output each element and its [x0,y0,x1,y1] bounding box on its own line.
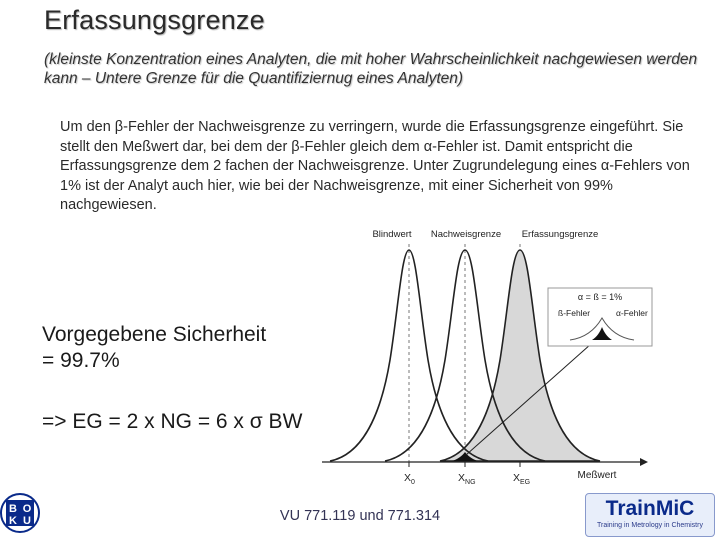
footer-course: VU 771.119 und 771.314 [279,508,441,524]
axis-label-xeg-base: X [513,472,521,484]
axis-label-x0-base: X [404,472,412,484]
slide-subtitle: (kleinste Konzentration eines Analyten, die mit hoher Wahrscheinlichkeit nachgewiesen werden kann – Untere Grenze für die Quantifiziernug eines Analyten) [44,51,698,87]
axis-label-xeg [513,472,530,486]
axis-label-xng-base: X [458,472,466,484]
callout-line-2: = 99.7% [42,349,120,372]
axis-label-xng-sub: NG [465,479,476,486]
trainmic-brand: TrainMiC [605,497,695,520]
trainmic-tagline: Training in Metrology in Chemistry [597,522,703,529]
callout-sicherheit [42,322,266,374]
boku-letter-o: O [22,503,32,515]
label-nachweisgrenze: Nachweisgrenze [430,229,502,240]
axis-label-xng [458,472,476,486]
label-blindwert: Blindwert [372,229,412,240]
curve-erfassungsgrenze [440,250,600,461]
axis-label-xeg-sub: EG [520,479,531,486]
slide-title: Erfassungsgrenze [44,5,265,35]
axis-title-messwert: Meßwert [577,470,617,481]
label-erfassungsgrenze: Erfassungsgrenze [521,229,599,240]
callout-line-1: Vorgegebene Sicherheit [42,323,267,346]
body-paragraph: Um den β-Fehler der Nachweisgrenze zu verringern, wurde die Erfassungsgrenze eingeführt. Sie stellt den Meßwert dar, bei dem der β-Fehler gleich dem α-Fehler ist. Damit entspricht die Erfassungsgrenze dem 2 fachen der Nachweisgrenze. Unter Zugrundelegung eines α-Fehlers von 1% ist der Analyt auch hier, wie bei der Nachweisgrenze, mit einer Sicherheit von 99% nachgewiesen. [60,119,690,213]
boku-letter-u: U [23,515,31,527]
boku-letter-k: K [9,515,17,527]
legend-beta-label: ß-Fehler [558,308,591,318]
x-axis-arrow [640,458,648,466]
legend-alpha-label: α-Fehler [616,308,648,318]
boku-letter-b: B [9,503,17,515]
legend-equation: α = ß = 1% [577,292,623,302]
trainmic-logo [585,493,715,537]
axis-label-x0-sub: 0 [411,479,415,486]
callout-formula: => EG = 2 x NG = 6 x σ BW [42,410,306,434]
axis-label-x0 [404,472,415,486]
